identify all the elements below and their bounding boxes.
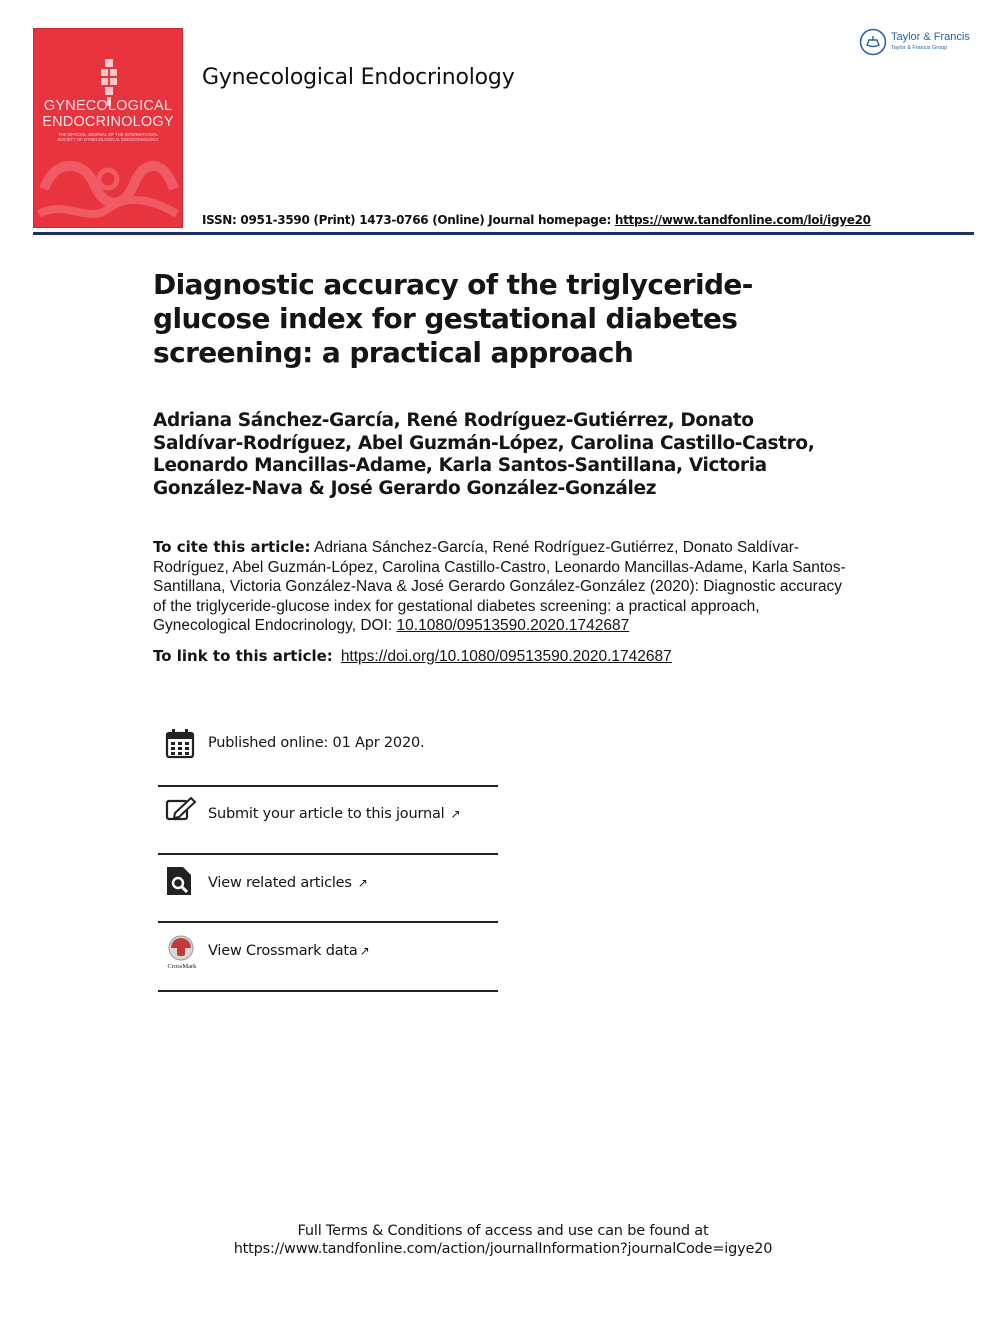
footer-terms-link[interactable]: https://www.tandfonline.com/action/journalInformation?journalCode=igye20: [233, 1241, 773, 1257]
issn-text: ISSN: 0951-3590 (Print) 1473-0766 (Online) Journal homepage:: [202, 213, 615, 227]
crossmark-link[interactable]: [208, 943, 369, 959]
document-search-icon: [165, 865, 193, 897]
citation-block: [153, 538, 853, 636]
article-doi-link[interactable]: https://doi.org/10.1080/09513590.2020.1742687: [340, 648, 672, 665]
cite-label: To cite this article:: [153, 538, 311, 556]
edit-icon: [165, 796, 197, 824]
cover-subtitle: THE OFFICIAL JOURNAL OF THE INTERNATIONAL SOCIETY OF GYNECOLOGICAL ENDOCRINOLOGY: [57, 132, 159, 142]
cover-ornament-icon: [34, 149, 182, 228]
external-link-icon: ↗: [357, 876, 368, 890]
publisher-name: Taylor & Francis: [891, 31, 970, 43]
cite-text: Adriana Sánchez-García, René Rodríguez-Gutiérrez, Donato Saldívar-Rodríguez, Abel Guzmán-López, Carolina Castillo-Castro, Leonardo Mancillas-Adame, Karla Santos-Santillana, Victoria González-Nava & José Gerardo González-González (2020): Diagnostic accuracy of the triglyceride-glucose index for gestational diabetes screening: a practical approach, Gynecological Endocrinology, DOI:: [153, 539, 846, 634]
crossmark-logo-text: CrossMark: [167, 963, 197, 970]
crossmark-icon: [165, 935, 199, 971]
divider: [158, 785, 498, 787]
related-articles-link[interactable]: [208, 875, 368, 891]
divider: [158, 921, 498, 923]
footer-terms-text: Full Terms & Conditions of access and use can be found at: [297, 1223, 709, 1239]
crossmark-label: View Crossmark data: [208, 943, 358, 959]
related-articles-label: View related articles: [208, 875, 352, 891]
journal-cover: [33, 28, 183, 228]
footer: [0, 1222, 1006, 1258]
submit-article-link[interactable]: [208, 806, 460, 822]
divider: [158, 990, 498, 992]
header-rule: [33, 232, 974, 235]
article-link-line: [153, 647, 672, 666]
publisher-group: Taylor & Francis Group: [891, 45, 948, 51]
journal-name: Gynecological Endocrinology: [202, 65, 515, 90]
external-link-icon: ↗: [359, 944, 370, 958]
submit-article-label: Submit your article to this journal: [208, 806, 445, 822]
journal-homepage-link[interactable]: https://www.tandfonline.com/loi/igye20: [614, 213, 871, 227]
external-link-icon: ↗: [450, 807, 461, 821]
link-label: To link to this article:: [153, 647, 333, 665]
cover-title-line1: GYNECOLOGICAL: [43, 98, 173, 114]
article-authors: Adriana Sánchez-García, René Rodríguez-Gutiérrez, Donato Saldívar-Rodríguez, Abel Guzmán-López, Carolina Castillo-Castro, Leonardo Mancillas-Adame, Karla Santos-Santillana, Victoria González-Nava & José Gerardo González-González: [153, 410, 815, 499]
divider: [158, 853, 498, 855]
article-title: Diagnostic accuracy of the triglyceride-glucose index for gestational diabetes screening: a practical approach: [153, 268, 753, 369]
published-online-text: Published online: 01 Apr 2020.: [208, 735, 425, 751]
publisher-logo-icon: [859, 28, 887, 56]
calendar-icon: [165, 728, 197, 760]
issn-line: [202, 213, 871, 227]
cover-title-line2: ENDOCRINOLOGY: [42, 114, 174, 130]
cite-doi-link[interactable]: 10.1080/09513590.2020.1742687: [396, 617, 630, 634]
